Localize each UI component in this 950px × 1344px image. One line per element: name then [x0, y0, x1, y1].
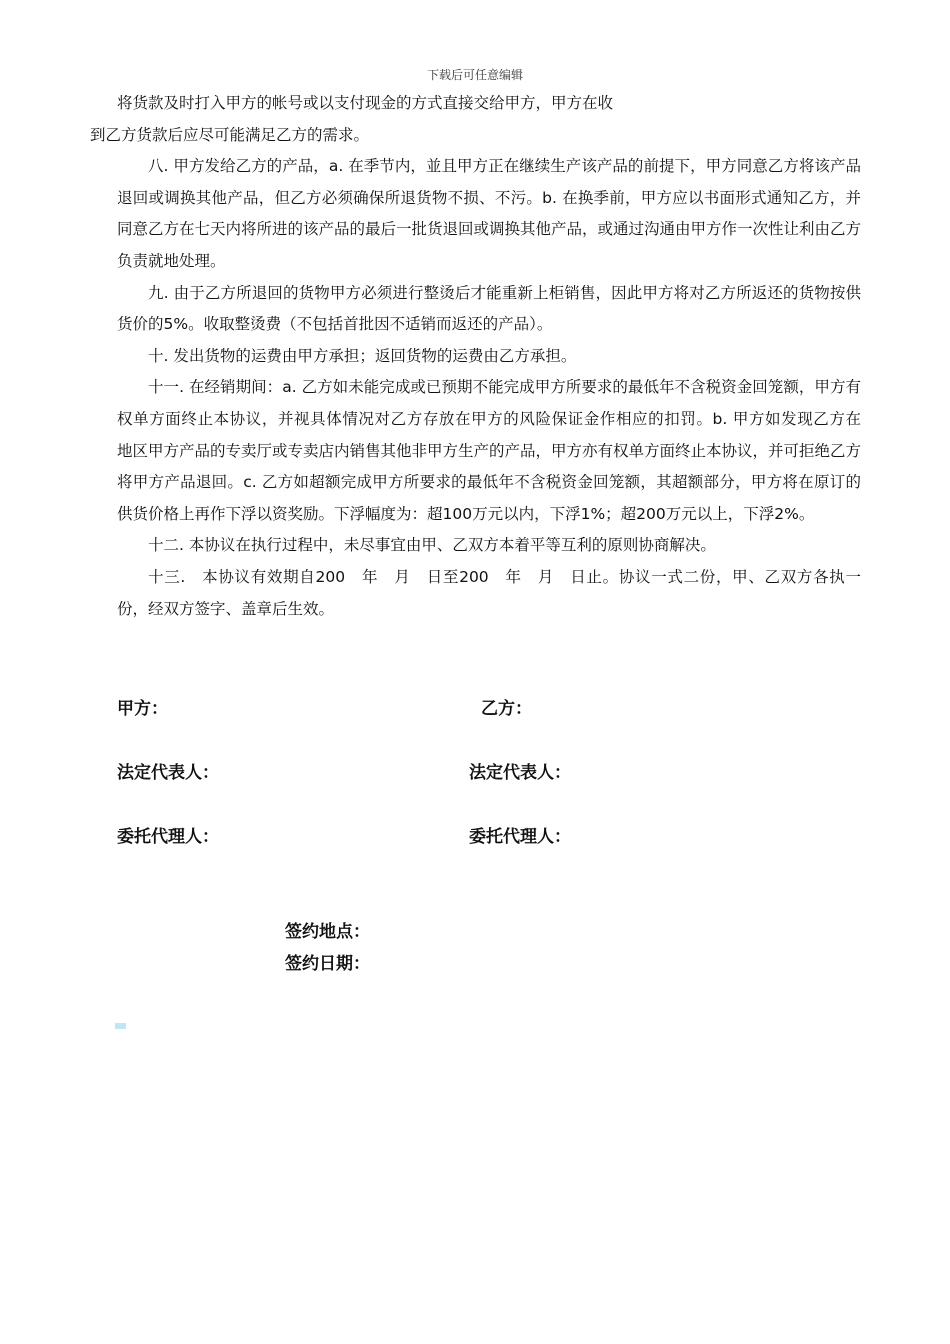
- paragraph-continued-line1: 将货款及时打入甲方的帐号或以支付现金的方式直接交给甲方，甲方在收: [117, 94, 614, 112]
- contract-body: [90, 88, 893, 625]
- clause-12: 十二. 本协议在执行过程中，未尽事宜由甲、乙双方本着平等互利的原则协商解决。: [148, 536, 716, 555]
- paragraph-continued-line2: 到乙方货款后应尽可能满足乙方的需求。: [90, 125, 370, 144]
- page-header: 下载后可任意编辑: [426, 68, 523, 82]
- clause-13: 十三. 本协议有效期自200 年 月 日至200 年 月 日止。协议一式二份，甲、乙双方各执一份，经双方签字、盖章后生效。: [117, 567, 861, 618]
- signing-date-label: 签约日期：: [285, 954, 370, 974]
- cursor-mark: [115, 1023, 126, 1029]
- agent-a-label: 委托代理人：: [117, 827, 219, 847]
- legal-rep-b-label: 法定代表人：: [469, 763, 571, 783]
- clause-9: 九. 由于乙方所退回的货物甲方必须进行整烫后才能重新上柜销售，因此甲方将对乙方所返还的货物按供货价的5%。收取整烫费（不包括首批因不适销而返还的产品）。: [117, 283, 861, 334]
- party-a-label: 甲方：: [117, 699, 168, 719]
- signing-place-label: 签约地点：: [285, 922, 370, 942]
- party-b-label: 乙方：: [481, 699, 532, 719]
- legal-rep-a-label: 法定代表人：: [117, 763, 219, 783]
- clause-8: 八. 甲方发给乙方的产品，a. 在季节内，並且甲方正在继续生产该产品的前提下，甲方同意乙方将该产品退回或调换其他产品，但乙方必须确保所退货物不损、不污。b. 在换季前，甲方应以书面形式通知乙方，并同意乙方在七天内将所进的该产品的最后一批货退回或调换其他产品，或通过沟通由甲方作一次性让利由乙方负责就地处理。: [117, 157, 862, 270]
- clause-10: 十. 发出货物的运费由甲方承担；返回货物的运费由乙方承担。: [148, 346, 577, 365]
- agent-b-label: 委托代理人：: [469, 827, 571, 847]
- clause-11: 十一. 在经销期间：a. 乙方如未能完成或已预期不能完成甲方所要求的最低年不含税资金回笼额，甲方有权单方面终止本协议，并视具体情况对乙方存放在甲方的风险保证金作相应的扣罚。b. 甲方如发现乙方在 地区甲方产品的专卖厅或专卖店内销售其他非甲方生产的产品，甲方亦有权单方面终止本协议，并可拒绝乙方将甲方产品退回。c. 乙方如超额完成甲方所要求的最低年不含税资金回笼额，其超额部分，甲方将在原订的供货价格上再作下浮以资奖励。下浮幅度为：超100万元以内，下浮1%；超200万元以上，下浮2%。: [117, 378, 893, 523]
